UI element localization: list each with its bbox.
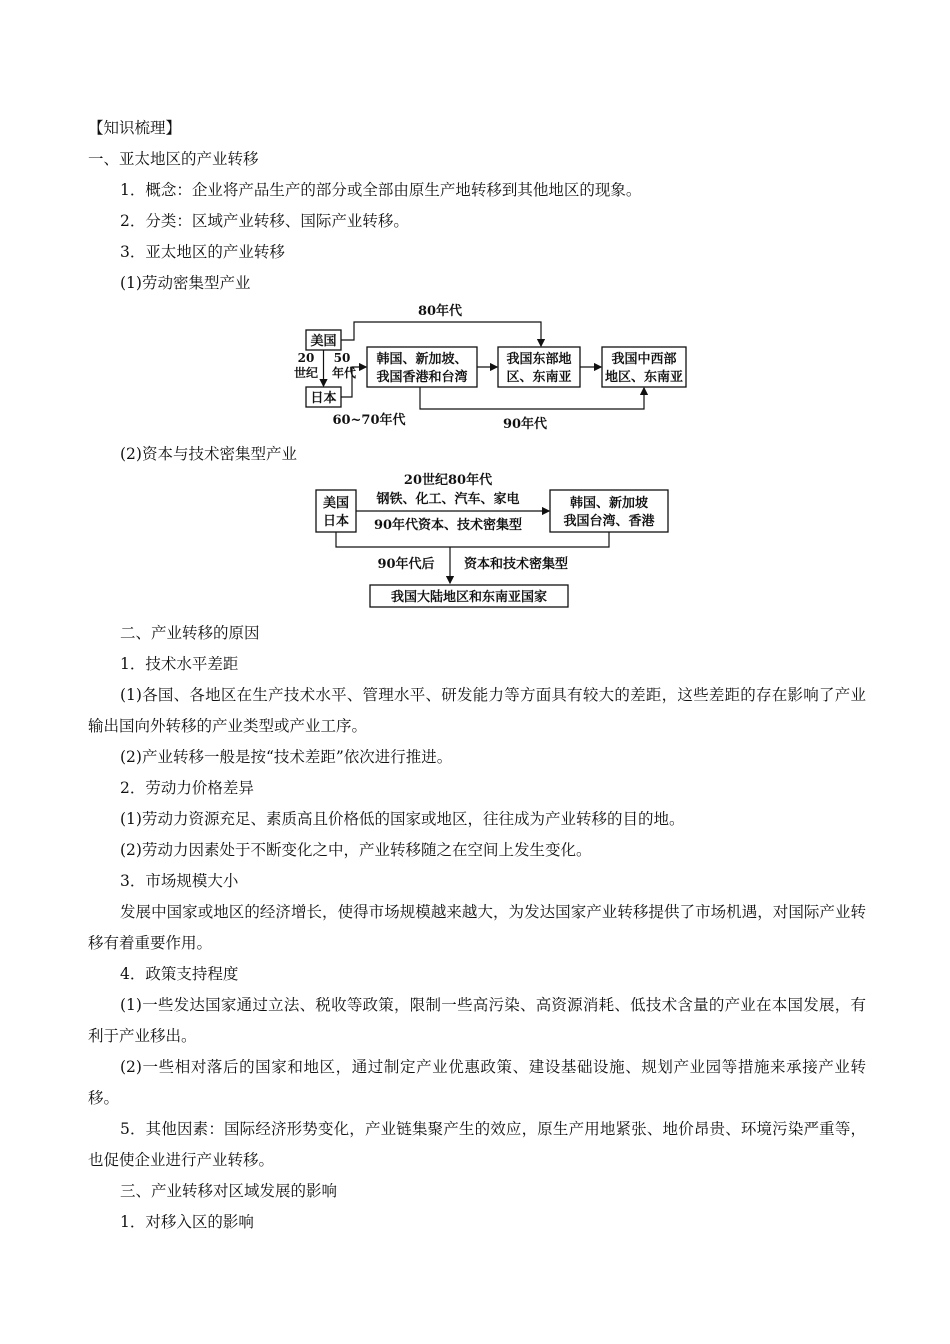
section-3-title: 三、产业转移对区域发展的影响	[120, 1182, 338, 1200]
korea-line: 韩国、新加坡	[569, 496, 649, 511]
label-80s: 80年代	[417, 304, 463, 319]
section-2-title: 二、产业转移的原因	[120, 624, 260, 642]
labor-transfer-diagram	[290, 300, 700, 440]
west-china-line-2: 地区、东南亚	[604, 370, 684, 385]
decade-label: 年代	[331, 366, 357, 380]
korea-line-1: 韩国、新加坡、	[376, 352, 468, 367]
east-china-line-1: 我国东部地	[506, 352, 572, 367]
korea-line-2: 我国香港和台湾	[376, 370, 468, 385]
labor-intensive-title: (1)劳动密集型产业	[120, 274, 251, 292]
concept-text: 1．概念：企业将产品生产的部分或全部由原生产地转移到其他地区的现象。	[120, 181, 642, 199]
section-1-title: 一、亚太地区的产业转移	[88, 150, 259, 168]
japan-label: 日本	[322, 514, 350, 529]
tech-gap-para-2: (2)产业转移一般是按“技术差距”依次进行推进。	[120, 748, 453, 766]
arrow-80s	[341, 322, 541, 346]
labor-price-para-1: (1)劳动力资源充足、素质高且价格低的国家或地区，往往成为产业转移的目的地。	[120, 810, 685, 828]
tech-gap-para-1: (1)各国、各地区在生产技术水平、管理水平、研发能力等方面具有较大的差距，这些差距的存在影响了产业输出国向外转移的产业类型或产业工序。	[88, 686, 866, 735]
usa-label: 美国	[310, 334, 337, 349]
usa-label: 美国	[322, 496, 350, 511]
japan-label: 日本	[310, 391, 337, 406]
target-label: 我国大陆地区和东南亚国家	[390, 590, 548, 605]
asia-transfer-title: 3．亚太地区的产业转移	[120, 243, 285, 261]
labor-price-title: 2．劳动力价格差异	[120, 779, 254, 797]
policy-para-2: (2)一些相对落后的国家和地区，通过制定产业优惠政策、建设基础设施、规划产业园等措施来承接产业转移。	[88, 1058, 866, 1107]
after-90s-label: 90年代后	[377, 557, 435, 572]
east-china-line-2: 区、东南亚	[506, 370, 572, 385]
top-80s-label: 20世纪80年代	[403, 473, 493, 488]
capital-tech-label: 资本和技术密集型	[463, 557, 569, 572]
inflow-impact-title: 1．对移入区的影响	[120, 1213, 254, 1231]
year-20-label: 20	[297, 351, 315, 365]
label-90s: 90年代	[502, 417, 548, 432]
west-china-line-1: 我国中西部	[611, 352, 677, 367]
year-50-label: 50	[333, 351, 351, 365]
arrow-90s	[420, 387, 644, 409]
bottom-connector	[336, 532, 609, 547]
policy-title: 4．政策支持程度	[120, 965, 239, 983]
tech-gap-title: 1．技术水平差距	[120, 655, 239, 673]
taiwan-line: 我国台湾、香港	[563, 514, 655, 529]
label-6070s: 60~70年代	[332, 413, 406, 428]
section-heading: 【知识梳理】	[88, 119, 182, 137]
capital-90s-label: 90年代资本、技术密集型	[373, 518, 523, 533]
capital-intensive-title: (2)资本与技术密集型产业	[120, 445, 297, 463]
market-size-para: 发展中国家或地区的经济增长，使得市场规模越来越大，为发达国家产业转移提供了市场机遇，对国际产业转移有着重要作用。	[88, 903, 866, 952]
labor-price-para-2: (2)劳动力因素处于不断变化之中，产业转移随之在空间上发生变化。	[120, 841, 592, 859]
industries-label: 钢铁、化工、汽车、家电	[376, 492, 520, 507]
policy-para-1: (1)一些发达国家通过立法、税收等政策，限制一些高污染、高资源消耗、低技术含量的产业在本国发展，有利于产业移出。	[88, 996, 866, 1045]
other-factors-para: 5．其他因素：国际经济形势变化，产业链集聚产生的效应，原生产用地紧张、地价昂贵、环境污染严重等，也促使企业进行产业转移。	[88, 1120, 866, 1169]
century-label: 世纪	[293, 366, 319, 380]
category-text: 2．分类：区域产业转移、国际产业转移。	[120, 212, 409, 230]
capital-transfer-diagram	[300, 470, 690, 612]
market-size-title: 3．市场规模大小	[120, 872, 239, 890]
